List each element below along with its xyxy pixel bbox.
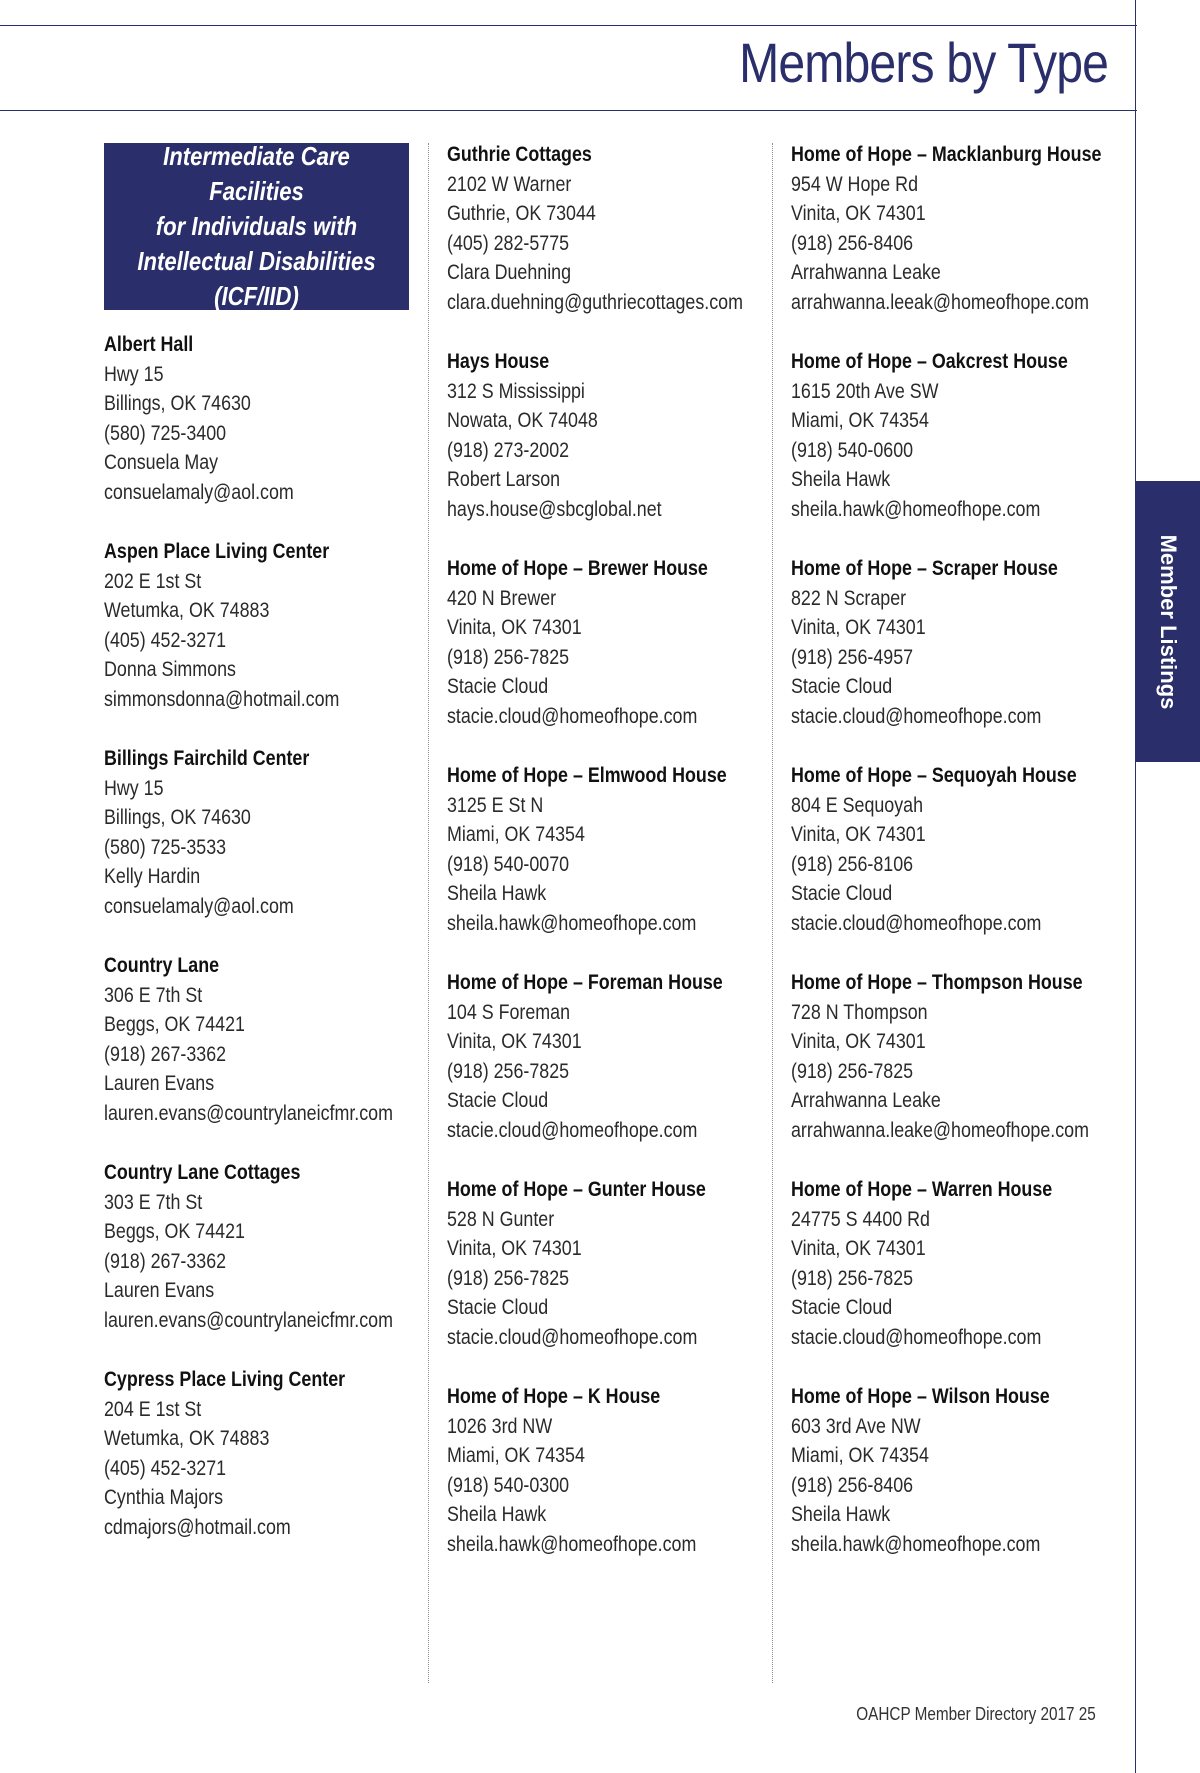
- member-contact: Stacie Cloud: [447, 675, 549, 698]
- member-contact: Sheila Hawk: [447, 882, 547, 905]
- member-email: lauren.evans@countrylaneicfmr.com: [104, 1308, 393, 1332]
- section-tab: [1136, 481, 1200, 762]
- member-address: Hwy 15: [104, 776, 164, 800]
- member-contact: Arrahwanna Leake: [791, 261, 941, 284]
- member-address: 303 E 7th St: [104, 1190, 203, 1214]
- member-name: Home of Hope – Gunter House: [447, 1178, 706, 1201]
- member-name: Guthrie Cottages: [447, 143, 592, 166]
- member-address: 804 E Sequoyah: [791, 793, 924, 817]
- member-city: Vinita, OK 74301: [447, 1030, 582, 1053]
- member-city: Billings, OK 74630: [104, 392, 251, 415]
- member-address: 954 W Hope Rd: [791, 172, 919, 196]
- member-city: Vinita, OK 74301: [447, 616, 582, 639]
- page-footer: OAHCP Member Directory 2017 25: [856, 1704, 1096, 1724]
- member-name: Home of Hope – Brewer House: [447, 557, 708, 580]
- category-heading: Intermediate Care Facilities for Individuals with Intellectual Disabilities (ICF/IID): [137, 141, 376, 311]
- member-email: cdmajors@hotmail.com: [104, 1515, 291, 1539]
- member-email: consuelamaly@aol.com: [104, 894, 294, 918]
- member-contact: Stacie Cloud: [791, 675, 893, 698]
- member-phone: (918) 256-8106: [791, 852, 914, 876]
- member-name: Aspen Place Living Center: [104, 540, 330, 563]
- member-email: stacie.cloud@homeofhope.com: [791, 704, 1042, 728]
- member-contact: Lauren Evans: [104, 1279, 215, 1302]
- member-city: Nowata, OK 74048: [447, 409, 598, 432]
- member-address: 104 S Foreman: [447, 1000, 571, 1024]
- member-city: Wetumka, OK 74883: [104, 599, 270, 622]
- member-entry: [104, 744, 424, 951]
- member-address: 1026 3rd NW: [447, 1414, 553, 1438]
- member-city: Miami, OK 74354: [791, 1444, 929, 1467]
- member-email: consuelamaly@aol.com: [104, 480, 294, 504]
- member-entry: [104, 1365, 424, 1572]
- member-address: 528 N Gunter: [447, 1207, 555, 1231]
- member-contact: Kelly Hardin: [104, 865, 201, 888]
- category-heading-box: [104, 143, 409, 310]
- member-address: 306 E 7th St: [104, 983, 203, 1007]
- member-address: Hwy 15: [104, 362, 164, 386]
- member-email: clara.duehning@guthriecottages.com: [447, 290, 743, 314]
- member-email: sheila.hawk@homeofhope.com: [791, 1532, 1041, 1556]
- member-address: 420 N Brewer: [447, 586, 557, 610]
- member-column-2: [447, 140, 767, 1589]
- member-name: Home of Hope – Thompson House: [791, 971, 1083, 994]
- member-address: 312 S Mississippi: [447, 379, 585, 403]
- member-name: Home of Hope – Wilson House: [791, 1385, 1050, 1408]
- member-address: 202 E 1st St: [104, 569, 202, 593]
- member-city: Vinita, OK 74301: [791, 1030, 926, 1053]
- member-city: Vinita, OK 74301: [791, 1237, 926, 1260]
- member-phone: (405) 282-5775: [447, 231, 570, 255]
- member-entry: [104, 330, 424, 537]
- member-city: Wetumka, OK 74883: [104, 1427, 270, 1450]
- member-entry: [447, 761, 767, 968]
- member-phone: (918) 273-2002: [447, 438, 570, 462]
- member-name: Billings Fairchild Center: [104, 747, 310, 770]
- page-title: Members by Type: [739, 31, 1108, 94]
- member-contact: Stacie Cloud: [791, 1296, 893, 1319]
- page-edge-rule: [1135, 0, 1136, 1773]
- member-contact: Sheila Hawk: [791, 468, 891, 491]
- member-phone: (918) 256-8406: [791, 1473, 914, 1497]
- member-phone: (405) 452-3271: [104, 628, 227, 652]
- member-city: Miami, OK 74354: [447, 823, 585, 846]
- member-email: sheila.hawk@homeofhope.com: [791, 497, 1041, 521]
- member-name: Albert Hall: [104, 333, 194, 356]
- member-city: Billings, OK 74630: [104, 806, 251, 829]
- member-name: Home of Hope – Sequoyah House: [791, 764, 1077, 787]
- member-phone: (580) 725-3400: [104, 421, 227, 445]
- member-entry: [447, 140, 767, 347]
- member-entry: [791, 347, 1131, 554]
- member-contact: Robert Larson: [447, 468, 561, 491]
- member-phone: (918) 256-7825: [447, 1266, 570, 1290]
- member-entry: [447, 968, 767, 1175]
- member-phone: (580) 725-3533: [104, 835, 227, 859]
- member-column-3: [791, 140, 1131, 1589]
- member-phone: (918) 267-3362: [104, 1249, 227, 1273]
- member-phone: (405) 452-3271: [104, 1456, 227, 1480]
- member-email: stacie.cloud@homeofhope.com: [791, 1325, 1042, 1349]
- member-name: Hays House: [447, 350, 550, 373]
- member-contact: Sheila Hawk: [791, 1503, 891, 1526]
- member-contact: Cynthia Majors: [104, 1486, 224, 1509]
- member-name: Home of Hope – Foreman House: [447, 971, 723, 994]
- member-email: sheila.hawk@homeofhope.com: [447, 911, 697, 935]
- member-entry: [104, 951, 424, 1158]
- member-address: 2102 W Warner: [447, 172, 572, 196]
- member-phone: (918) 540-0070: [447, 852, 570, 876]
- member-name: Home of Hope – Scraper House: [791, 557, 1058, 580]
- member-city: Vinita, OK 74301: [791, 823, 926, 846]
- member-contact: Stacie Cloud: [447, 1296, 549, 1319]
- column-divider: [772, 143, 773, 1683]
- member-entry: [447, 1175, 767, 1382]
- member-email: hays.house@sbcglobal.net: [447, 497, 662, 521]
- member-entry: [791, 761, 1131, 968]
- member-address: 204 E 1st St: [104, 1397, 202, 1421]
- member-entry: [447, 347, 767, 554]
- member-email: stacie.cloud@homeofhope.com: [447, 704, 698, 728]
- member-contact: Stacie Cloud: [791, 882, 893, 905]
- member-address: 3125 E St N: [447, 793, 544, 817]
- member-contact: Donna Simmons: [104, 658, 236, 681]
- member-email: stacie.cloud@homeofhope.com: [447, 1325, 698, 1349]
- member-phone: (918) 256-8406: [791, 231, 914, 255]
- member-entry: [104, 537, 424, 744]
- member-city: Vinita, OK 74301: [447, 1237, 582, 1260]
- member-entry: [791, 968, 1131, 1175]
- member-email: arrahwanna.leake@homeofhope.com: [791, 1118, 1089, 1142]
- member-email: sheila.hawk@homeofhope.com: [447, 1532, 697, 1556]
- member-phone: (918) 256-7825: [447, 1059, 570, 1083]
- member-contact: Lauren Evans: [104, 1072, 215, 1095]
- member-city: Vinita, OK 74301: [791, 616, 926, 639]
- member-phone: (918) 256-4957: [791, 645, 914, 669]
- member-entry: [791, 1382, 1131, 1589]
- member-name: Home of Hope – K House: [447, 1385, 661, 1408]
- member-contact: Clara Duehning: [447, 261, 572, 284]
- member-email: lauren.evans@countrylaneicfmr.com: [104, 1101, 393, 1125]
- member-entry: [447, 1382, 767, 1589]
- member-name: Country Lane: [104, 954, 220, 977]
- member-name: Home of Hope – Elmwood House: [447, 764, 727, 787]
- section-tab-label: Member Listings: [1156, 534, 1181, 709]
- column-divider: [428, 143, 429, 1683]
- member-phone: (918) 256-7825: [791, 1266, 914, 1290]
- member-name: Home of Hope – Warren House: [791, 1178, 1053, 1201]
- member-contact: Arrahwanna Leake: [791, 1089, 941, 1112]
- member-email: stacie.cloud@homeofhope.com: [447, 1118, 698, 1142]
- member-address: 603 3rd Ave NW: [791, 1414, 921, 1438]
- member-name: Home of Hope – Oakcrest House: [791, 350, 1068, 373]
- member-city: Vinita, OK 74301: [791, 202, 926, 225]
- member-address: 728 N Thompson: [791, 1000, 928, 1024]
- member-phone: (918) 256-7825: [791, 1059, 914, 1083]
- member-city: Beggs, OK 74421: [104, 1013, 245, 1036]
- member-address: 1615 20th Ave SW: [791, 379, 939, 403]
- member-email: arrahwanna.leeak@homeofhope.com: [791, 290, 1089, 314]
- member-name: Home of Hope – Macklanburg House: [791, 143, 1102, 166]
- member-contact: Consuela May: [104, 451, 219, 474]
- header-bottom-rule: [0, 110, 1137, 111]
- member-address: 24775 S 4400 Rd: [791, 1207, 930, 1231]
- member-name: Country Lane Cottages: [104, 1161, 301, 1184]
- member-entry: [791, 554, 1131, 761]
- member-entry: [104, 1158, 424, 1365]
- member-city: Beggs, OK 74421: [104, 1220, 245, 1243]
- member-email: stacie.cloud@homeofhope.com: [791, 911, 1042, 935]
- member-city: Guthrie, OK 73044: [447, 202, 596, 225]
- member-column-1: [104, 330, 424, 1572]
- member-phone: (918) 540-0300: [447, 1473, 570, 1497]
- header-top-rule: [0, 25, 1137, 26]
- member-city: Miami, OK 74354: [791, 409, 929, 432]
- member-phone: (918) 256-7825: [447, 645, 570, 669]
- member-entry: [791, 1175, 1131, 1382]
- member-phone: (918) 267-3362: [104, 1042, 227, 1066]
- member-contact: Stacie Cloud: [447, 1089, 549, 1112]
- member-entry: [791, 140, 1131, 347]
- member-contact: Sheila Hawk: [447, 1503, 547, 1526]
- member-entry: [447, 554, 767, 761]
- member-name: Cypress Place Living Center: [104, 1368, 346, 1391]
- member-address: 822 N Scraper: [791, 586, 907, 610]
- member-city: Miami, OK 74354: [447, 1444, 585, 1467]
- member-phone: (918) 540-0600: [791, 438, 914, 462]
- member-email: simmonsdonna@hotmail.com: [104, 687, 340, 711]
